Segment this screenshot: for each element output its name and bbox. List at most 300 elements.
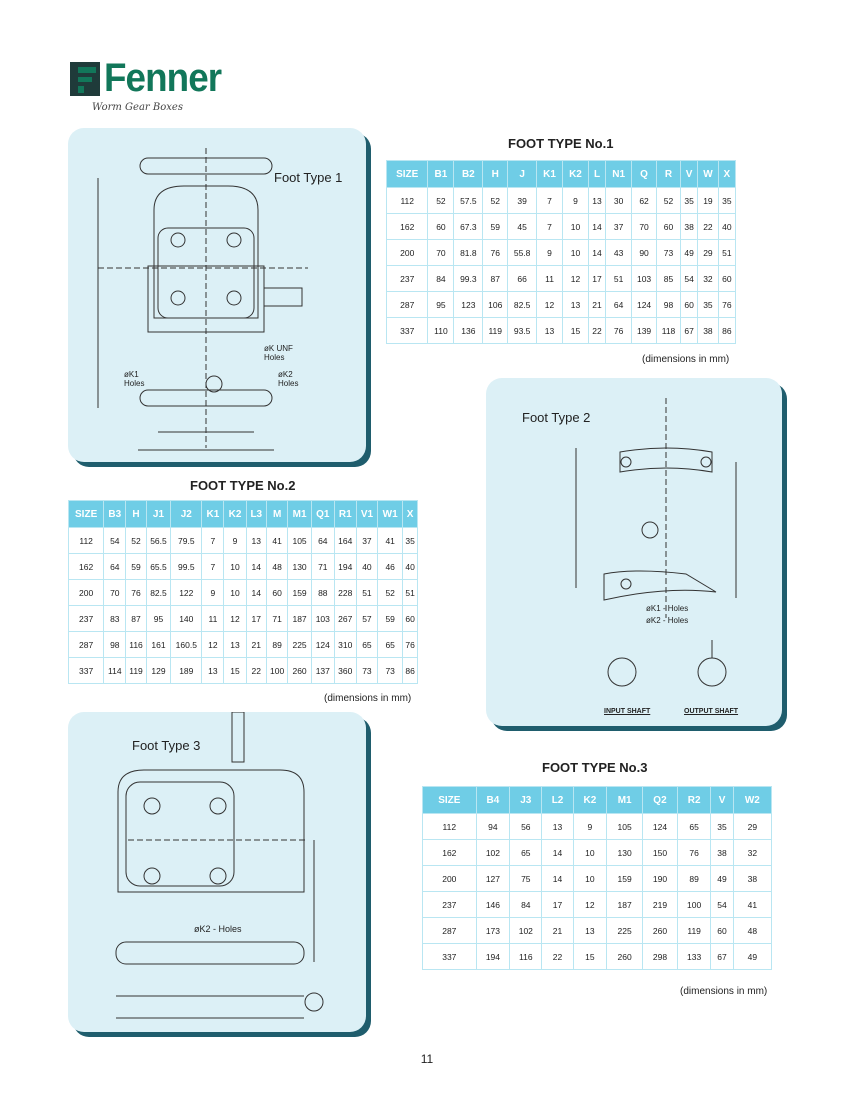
table-cell: 76 [403, 632, 418, 658]
table-cell: 11 [537, 266, 563, 292]
table-cell: 75 [510, 866, 542, 892]
foot-1-k-note: øK UNF Holes [264, 344, 293, 362]
table-cell: 136 [454, 318, 483, 344]
table-row [387, 266, 736, 292]
table-cell: 38 [733, 866, 771, 892]
table-cell: 76 [718, 292, 735, 318]
table-cell: 110 [428, 318, 454, 344]
table-row [423, 866, 772, 892]
table-row [387, 188, 736, 214]
column-header: J3 [510, 787, 542, 814]
table-cell: 162 [387, 214, 428, 240]
table-cell: 51 [606, 266, 632, 292]
column-header: SIZE [423, 787, 477, 814]
table-cell: 60 [680, 292, 697, 318]
table-cell: 119 [677, 918, 711, 944]
table-cell: 12 [562, 266, 588, 292]
column-header: K1 [202, 501, 224, 528]
table-cell: 60 [711, 918, 733, 944]
table-cell: 112 [387, 188, 428, 214]
table-3-header-row [423, 787, 772, 814]
table-cell: 73 [657, 240, 681, 266]
table-cell: 99.5 [171, 554, 202, 580]
table-cell: 105 [288, 528, 312, 554]
column-header: H [483, 161, 508, 188]
table-cell: 200 [69, 580, 104, 606]
table-cell: 15 [224, 658, 246, 684]
table-cell: 13 [573, 918, 607, 944]
table-cell: 87 [483, 266, 508, 292]
table-cell: 12 [224, 606, 246, 632]
table-cell: 37 [356, 528, 377, 554]
table-cell: 225 [288, 632, 312, 658]
table-cell: 94 [476, 814, 510, 840]
table-cell: 12 [573, 892, 607, 918]
table-cell: 150 [643, 840, 678, 866]
table-row [69, 554, 418, 580]
table-cell: 13 [588, 188, 605, 214]
table-cell: 57.5 [454, 188, 483, 214]
table-cell: 76 [126, 580, 146, 606]
table-cell: 67.3 [454, 214, 483, 240]
table-cell: 146 [476, 892, 510, 918]
foot-type-3-table [422, 786, 772, 970]
table-cell: 337 [69, 658, 104, 684]
fenner-mark-icon [70, 62, 100, 96]
table-row [423, 918, 772, 944]
column-header: M1 [607, 787, 643, 814]
table-cell: 228 [334, 580, 356, 606]
table-cell: 189 [171, 658, 202, 684]
table-cell: 35 [680, 188, 697, 214]
table-cell: 106 [483, 292, 508, 318]
table-cell: 84 [428, 266, 454, 292]
table-cell: 64 [606, 292, 632, 318]
table-cell: 46 [378, 554, 403, 580]
table-cell: 10 [562, 214, 588, 240]
table-cell: 84 [510, 892, 542, 918]
table-cell: 62 [632, 188, 657, 214]
column-header: X [403, 501, 418, 528]
table-cell: 14 [588, 240, 605, 266]
table-cell: 173 [476, 918, 510, 944]
table-cell: 13 [562, 292, 588, 318]
table-row [69, 632, 418, 658]
table-row [387, 292, 736, 318]
table-cell: 10 [224, 580, 246, 606]
table-cell: 59 [483, 214, 508, 240]
table-row [423, 814, 772, 840]
table-cell: 10 [573, 866, 607, 892]
table-cell: 81.8 [454, 240, 483, 266]
table-cell: 52 [657, 188, 681, 214]
table-3-note: (dimensions in mm) [680, 986, 768, 997]
table-cell: 60 [403, 606, 418, 632]
table-cell: 10 [573, 840, 607, 866]
table-cell: 43 [606, 240, 632, 266]
table-cell: 337 [387, 318, 428, 344]
column-header: R1 [334, 501, 356, 528]
table-cell: 287 [387, 292, 428, 318]
table-1-title: FOOT TYPE No.1 [508, 136, 614, 151]
table-row [423, 840, 772, 866]
table-cell: 9 [202, 580, 224, 606]
table-cell: 10 [562, 240, 588, 266]
column-header: N1 [606, 161, 632, 188]
table-cell: 51 [403, 580, 418, 606]
column-header: Q [632, 161, 657, 188]
table-row [387, 214, 736, 240]
table-cell: 56.5 [146, 528, 171, 554]
table-cell: 55.8 [508, 240, 537, 266]
column-header: K2 [562, 161, 588, 188]
table-cell: 119 [126, 658, 146, 684]
column-header: L2 [542, 787, 573, 814]
table-cell: 260 [643, 918, 678, 944]
foot-type-3-label: Foot Type 3 [132, 738, 201, 753]
table-cell: 65 [378, 632, 403, 658]
table-cell: 60 [718, 266, 735, 292]
table-cell: 29 [698, 240, 718, 266]
table-cell: 40 [403, 554, 418, 580]
table-cell: 133 [677, 944, 711, 970]
table-cell: 40 [718, 214, 735, 240]
table-row [69, 580, 418, 606]
table-cell: 41 [378, 528, 403, 554]
table-cell: 124 [632, 292, 657, 318]
column-header: Q1 [311, 501, 334, 528]
foot-type-1-label: Foot Type 1 [274, 170, 343, 185]
table-cell: 219 [643, 892, 678, 918]
table-cell: 187 [288, 606, 312, 632]
table-cell: 116 [510, 944, 542, 970]
table-cell: 89 [267, 632, 288, 658]
table-cell: 187 [607, 892, 643, 918]
column-header: V [680, 161, 697, 188]
table-cell: 100 [267, 658, 288, 684]
table-cell: 9 [562, 188, 588, 214]
table-cell: 35 [698, 292, 718, 318]
table-cell: 49 [680, 240, 697, 266]
column-header: SIZE [69, 501, 104, 528]
table-cell: 32 [733, 840, 771, 866]
table-cell: 88 [311, 580, 334, 606]
foot-type-2-diagram [486, 378, 782, 726]
table-cell: 137 [311, 658, 334, 684]
table-cell: 52 [378, 580, 403, 606]
column-header: R2 [677, 787, 711, 814]
table-cell: 200 [423, 866, 477, 892]
table-cell: 15 [562, 318, 588, 344]
table-row [387, 240, 736, 266]
table-cell: 73 [378, 658, 403, 684]
foot-type-3-diagram [68, 712, 366, 1032]
column-header: V1 [356, 501, 377, 528]
table-cell: 225 [607, 918, 643, 944]
table-cell: 130 [288, 554, 312, 580]
table-cell: 29 [733, 814, 771, 840]
column-header: H [126, 501, 146, 528]
foot-2-k2-note: øK2 - Holes [646, 616, 689, 625]
table-cell: 127 [476, 866, 510, 892]
foot-type-2-table [68, 500, 418, 684]
column-header: B4 [476, 787, 510, 814]
table-2-header-row [69, 501, 418, 528]
column-header: Q2 [643, 787, 678, 814]
table-cell: 38 [711, 840, 733, 866]
table-cell: 65 [356, 632, 377, 658]
table-cell: 9 [224, 528, 246, 554]
table-cell: 9 [573, 814, 607, 840]
table-cell: 140 [171, 606, 202, 632]
table-cell: 194 [476, 944, 510, 970]
foot-2-k1-note: øK1 - Holes [646, 604, 689, 613]
table-3-title: FOOT TYPE No.3 [542, 760, 648, 775]
table-cell: 22 [542, 944, 573, 970]
table-cell: 48 [733, 918, 771, 944]
column-header: B1 [428, 161, 454, 188]
table-cell: 60 [428, 214, 454, 240]
table-cell: 45 [508, 214, 537, 240]
table-cell: 52 [428, 188, 454, 214]
table-row [423, 892, 772, 918]
table-cell: 310 [334, 632, 356, 658]
table-cell: 65 [510, 840, 542, 866]
table-cell: 48 [267, 554, 288, 580]
column-header: M1 [288, 501, 312, 528]
table-cell: 87 [126, 606, 146, 632]
table-cell: 35 [718, 188, 735, 214]
table-cell: 12 [537, 292, 563, 318]
table-cell: 287 [423, 918, 477, 944]
input-shaft-label: INPUT SHAFT [604, 708, 651, 715]
table-cell: 82.5 [508, 292, 537, 318]
table-cell: 51 [718, 240, 735, 266]
table-cell: 13 [542, 814, 573, 840]
table-cell: 21 [246, 632, 267, 658]
table-cell: 129 [146, 658, 171, 684]
table-cell: 102 [476, 840, 510, 866]
table-cell: 51 [356, 580, 377, 606]
table-cell: 54 [711, 892, 733, 918]
table-cell: 17 [588, 266, 605, 292]
table-cell: 102 [510, 918, 542, 944]
output-shaft-label: OUTPUT SHAFT [684, 708, 739, 715]
table-cell: 14 [542, 866, 573, 892]
table-cell: 337 [423, 944, 477, 970]
table-row [387, 318, 736, 344]
table-cell: 76 [606, 318, 632, 344]
table-cell: 7 [537, 214, 563, 240]
table-cell: 237 [69, 606, 104, 632]
column-header: R [657, 161, 681, 188]
table-cell: 11 [202, 606, 224, 632]
column-header: J1 [146, 501, 171, 528]
table-cell: 32 [698, 266, 718, 292]
table-cell: 119 [483, 318, 508, 344]
table-cell: 17 [246, 606, 267, 632]
foot-type-2-drawing [486, 378, 782, 726]
table-cell: 79.5 [171, 528, 202, 554]
table-cell: 112 [423, 814, 477, 840]
table-cell: 52 [483, 188, 508, 214]
table-cell: 194 [334, 554, 356, 580]
table-cell: 287 [69, 632, 104, 658]
table-cell: 190 [643, 866, 678, 892]
table-cell: 159 [288, 580, 312, 606]
table-cell: 15 [573, 944, 607, 970]
table-cell: 9 [537, 240, 563, 266]
column-header: L [588, 161, 605, 188]
table-cell: 22 [246, 658, 267, 684]
foot-type-2-label: Foot Type 2 [522, 410, 591, 425]
table-cell: 164 [334, 528, 356, 554]
table-cell: 14 [246, 554, 267, 580]
table-cell: 237 [423, 892, 477, 918]
table-cell: 118 [657, 318, 681, 344]
table-cell: 13 [537, 318, 563, 344]
table-cell: 105 [607, 814, 643, 840]
table-cell: 57 [356, 606, 377, 632]
table-cell: 360 [334, 658, 356, 684]
table-cell: 41 [267, 528, 288, 554]
table-cell: 98 [657, 292, 681, 318]
table-cell: 59 [126, 554, 146, 580]
table-cell: 122 [171, 580, 202, 606]
table-2-title: FOOT TYPE No.2 [190, 478, 296, 493]
table-cell: 65 [677, 814, 711, 840]
table-cell: 66 [508, 266, 537, 292]
table-cell: 71 [311, 554, 334, 580]
table-cell: 116 [126, 632, 146, 658]
table-cell: 100 [677, 892, 711, 918]
page-number: 11 [420, 1052, 434, 1066]
table-cell: 65.5 [146, 554, 171, 580]
table-cell: 162 [423, 840, 477, 866]
column-header: W [698, 161, 718, 188]
table-cell: 64 [311, 528, 334, 554]
table-cell: 10 [224, 554, 246, 580]
brand-logo [70, 56, 222, 122]
column-header: K2 [224, 501, 246, 528]
table-cell: 112 [69, 528, 104, 554]
table-cell: 139 [632, 318, 657, 344]
table-cell: 159 [607, 866, 643, 892]
table-cell: 73 [356, 658, 377, 684]
table-cell: 17 [542, 892, 573, 918]
table-cell: 38 [680, 214, 697, 240]
table-cell: 76 [677, 840, 711, 866]
table-cell: 86 [718, 318, 735, 344]
table-cell: 37 [606, 214, 632, 240]
table-cell: 39 [508, 188, 537, 214]
table-cell: 30 [606, 188, 632, 214]
table-row [69, 606, 418, 632]
table-cell: 260 [607, 944, 643, 970]
table-cell: 124 [311, 632, 334, 658]
table-cell: 161 [146, 632, 171, 658]
table-cell: 13 [202, 658, 224, 684]
table-cell: 35 [403, 528, 418, 554]
table-cell: 60 [657, 214, 681, 240]
table-cell: 35 [711, 814, 733, 840]
table-cell: 267 [334, 606, 356, 632]
table-cell: 7 [202, 554, 224, 580]
table-cell: 22 [698, 214, 718, 240]
table-cell: 89 [677, 866, 711, 892]
foot-3-k2-note: øK2 - Holes [194, 924, 242, 934]
column-header: J [508, 161, 537, 188]
table-cell: 14 [246, 580, 267, 606]
column-header: V [711, 787, 733, 814]
table-cell: 99.3 [454, 266, 483, 292]
table-row [423, 944, 772, 970]
table-cell: 49 [711, 866, 733, 892]
table-cell: 130 [607, 840, 643, 866]
brand-tagline: Worm Gear Boxes [92, 102, 183, 113]
table-cell: 123 [454, 292, 483, 318]
table-cell: 12 [202, 632, 224, 658]
table-cell: 14 [542, 840, 573, 866]
column-header: J2 [171, 501, 202, 528]
table-2-note: (dimensions in mm) [324, 693, 412, 704]
table-cell: 200 [387, 240, 428, 266]
table-cell: 7 [202, 528, 224, 554]
table-cell: 22 [588, 318, 605, 344]
table-cell: 60 [267, 580, 288, 606]
table-cell: 76 [483, 240, 508, 266]
table-cell: 7 [537, 188, 563, 214]
table-cell: 82.5 [146, 580, 171, 606]
table-cell: 14 [588, 214, 605, 240]
table-cell: 19 [698, 188, 718, 214]
foot-type-1-table [386, 160, 736, 344]
table-cell: 70 [104, 580, 126, 606]
table-cell: 90 [632, 240, 657, 266]
table-cell: 93.5 [508, 318, 537, 344]
table-cell: 54 [680, 266, 697, 292]
column-header: M [267, 501, 288, 528]
column-header: B3 [104, 501, 126, 528]
table-row [69, 658, 418, 684]
table-cell: 103 [311, 606, 334, 632]
table-cell: 56 [510, 814, 542, 840]
table-cell: 260 [288, 658, 312, 684]
foot-type-1-drawing [68, 128, 366, 462]
table-cell: 13 [224, 632, 246, 658]
foot-1-k1-note: øK1 Holes [124, 370, 145, 388]
table-cell: 114 [104, 658, 126, 684]
column-header: K1 [537, 161, 563, 188]
table-cell: 52 [126, 528, 146, 554]
column-header: L3 [246, 501, 267, 528]
column-header: K2 [573, 787, 607, 814]
column-header: W1 [378, 501, 403, 528]
table-cell: 124 [643, 814, 678, 840]
table-cell: 67 [680, 318, 697, 344]
column-header: B2 [454, 161, 483, 188]
table-cell: 298 [643, 944, 678, 970]
column-header: SIZE [387, 161, 428, 188]
table-cell: 21 [542, 918, 573, 944]
foot-type-3-drawing [68, 712, 366, 1032]
table-cell: 40 [356, 554, 377, 580]
brand-name: Fenner [104, 56, 222, 100]
table-cell: 54 [104, 528, 126, 554]
table-cell: 70 [428, 240, 454, 266]
column-header: X [718, 161, 735, 188]
table-cell: 70 [632, 214, 657, 240]
